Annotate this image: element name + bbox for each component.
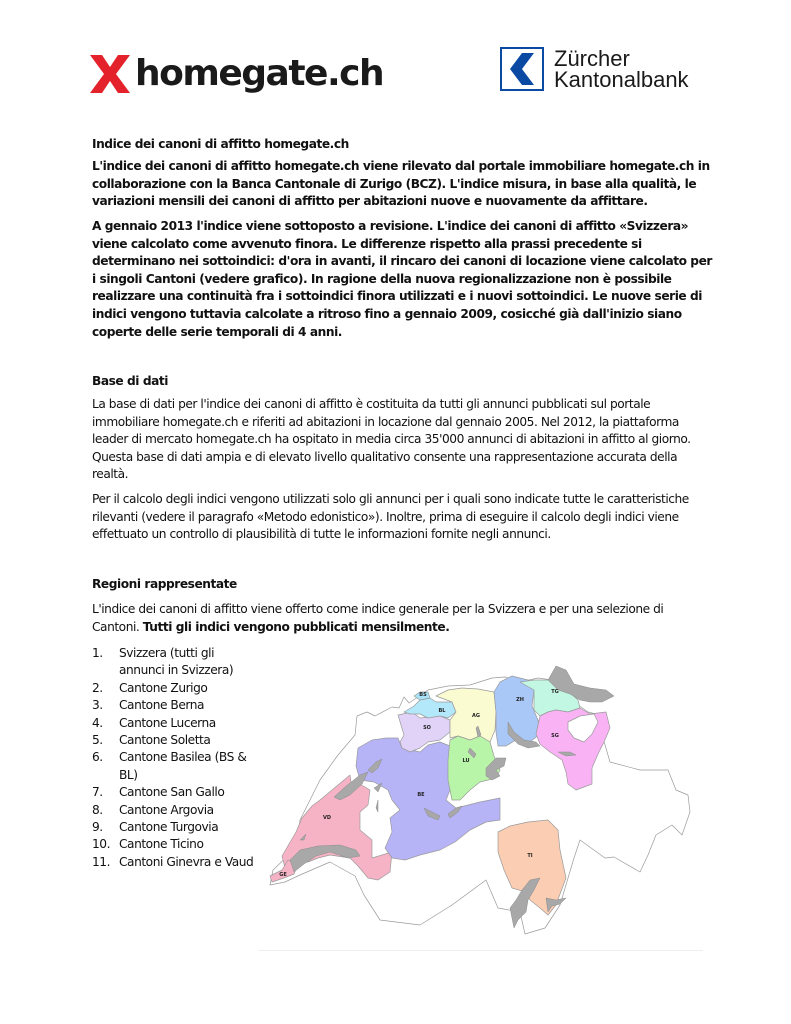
list-item-number: 4. bbox=[92, 715, 103, 730]
zkb-logo-line1: Zürcher bbox=[554, 46, 630, 71]
homegate-x-icon bbox=[90, 55, 130, 93]
map-label-lu: LU bbox=[462, 758, 470, 764]
document-title: Indice dei canoni di affitto homegate.ch bbox=[92, 137, 349, 151]
regions-list bbox=[92, 645, 262, 871]
list-item bbox=[92, 802, 262, 819]
map-label-bl: BL bbox=[438, 708, 446, 714]
list-item bbox=[92, 645, 262, 680]
regions-paragraph bbox=[92, 601, 712, 636]
intro-paragraph: L'indice dei canoni di affitto homegate.ch viene rilevato dal portale immobiliare homegate.ch in collaborazione con la Banca Cantonale di Zurigo (BCZ). L'indice misura, in base alla qualità, le variazioni mensili dei canoni di affitto per abitazioni nuove e nuovamente da affittare. bbox=[92, 159, 710, 209]
data-base-paragraph-1: La base di dati per l'indice dei canoni di affitto è costituita da tutti gli annunci pubblicati sul portale immobiliare homegate.ch e riferiti ad abitazioni in locazione dal gennaio 2005. Nel 2012, la piattaforma leader di mercato homegate.ch ha ospitato in media circa 35'000 annunci di abitazioni in affitto al giorno. Questa base di dati ampia e di elevato livello qualitativo consente una rappresentazione accurata della realtà. bbox=[92, 397, 691, 482]
zkb-logo-text bbox=[554, 48, 689, 90]
list-item-number: 10. bbox=[92, 837, 111, 852]
list-item-label: Svizzera (tutti gli annunci in Svizzera) bbox=[119, 646, 234, 678]
list-item-label: Cantone Basilea (BS & BL) bbox=[119, 750, 247, 782]
map-label-so: SO bbox=[423, 725, 431, 731]
list-item-label: Cantone San Gallo bbox=[119, 785, 225, 800]
map-label-tg: TG bbox=[551, 689, 559, 695]
list-item-number: 8. bbox=[92, 802, 103, 817]
list-item-label: Cantone Lucerna bbox=[119, 715, 216, 730]
switzerland-canton-map bbox=[262, 660, 702, 945]
list-item bbox=[92, 784, 262, 801]
list-item-label: Cantone Soletta bbox=[119, 733, 211, 748]
map-label-ag: AG bbox=[472, 713, 480, 719]
list-item bbox=[92, 836, 262, 853]
regions-paragraph-text: L'indice dei canoni di affitto viene offerto come indice generale per la Svizzera e per una selezione di Cantoni. bbox=[92, 602, 664, 634]
map-label-be: BE bbox=[417, 792, 425, 798]
list-item bbox=[92, 749, 262, 784]
zkb-chevron-icon bbox=[500, 47, 544, 91]
list-item-number: 7. bbox=[92, 785, 103, 800]
map-label-bs: BS bbox=[419, 692, 427, 698]
list-item-label: Cantone Zurigo bbox=[119, 680, 208, 695]
list-item-label: Cantone Turgovia bbox=[119, 820, 219, 835]
list-item-number: 6. bbox=[92, 750, 103, 765]
list-item bbox=[92, 680, 262, 697]
list-item bbox=[92, 697, 262, 714]
list-item-number: 5. bbox=[92, 733, 103, 748]
data-base-paragraph-2: Per il calcolo degli indici vengono utilizzati solo gli annunci per i quali sono indicate tutte le caratteristiche rilevanti (vedere il paragrafo «Metodo edonistico»). Inoltre, prima di eseguire il calcolo degli indici viene effettuato un controllo di plausibilità di tutte le informazioni fornite negli annunci. bbox=[92, 492, 689, 542]
list-item-label: Cantone Argovia bbox=[119, 802, 214, 817]
zkb-logo bbox=[500, 47, 689, 91]
section-heading-regions: Regioni rappresentate bbox=[92, 577, 237, 591]
section-heading-data-base: Base di dati bbox=[92, 374, 168, 388]
map-label-ti: TI bbox=[527, 853, 533, 859]
map-label-sg: SG bbox=[551, 733, 559, 739]
list-item-label: Cantone Ticino bbox=[119, 837, 204, 852]
list-item bbox=[92, 732, 262, 749]
list-item-number: 3. bbox=[92, 698, 103, 713]
homegate-logo-text: homegate.ch bbox=[135, 53, 384, 94]
revision-paragraph: A gennaio 2013 l'indice viene sottoposto a revisione. L'indice dei canoni di affitto «Svizzera» viene calcolato come avvenuto finora. Le differenze rispetto alla prassi precedente si determinano nei sottoindici: d'ora in avanti, il rincaro dei canoni di locazione viene calcolato per i singoli Cantoni (vedere grafico). In ragione della nuova regionalizzazione non è possibile realizzare una continuità fra i sottoindici finora utilizzati e i nuovi sottoindici. Le nuove serie di indici vengono tuttavia calcolate a ritroso fino a gennaio 2009, cosicché già dall'inizio siano coperte delle serie temporali di 4 anni. bbox=[92, 219, 712, 339]
regions-paragraph-emphasis: Tutti gli indici vengono pubblicati mensilmente. bbox=[142, 619, 450, 634]
list-item-label: Cantoni Ginevra e Vaud bbox=[119, 854, 254, 869]
zkb-logo-line2: Kantonalbank bbox=[554, 67, 689, 92]
list-item-label: Cantone Berna bbox=[119, 698, 205, 713]
list-item bbox=[92, 854, 262, 871]
list-item-number: 1. bbox=[92, 646, 103, 660]
bottom-divider bbox=[258, 950, 703, 951]
list-item bbox=[92, 819, 262, 836]
map-label-vd: VD bbox=[322, 815, 332, 821]
list-item bbox=[92, 715, 262, 732]
list-item-number: 9. bbox=[92, 820, 103, 835]
list-item-number: 2. bbox=[92, 680, 103, 695]
map-label-ge: GE bbox=[279, 872, 287, 878]
homegate-logo bbox=[90, 51, 383, 97]
list-item-number: 11. bbox=[92, 854, 111, 869]
map-label-zh: ZH bbox=[516, 697, 524, 703]
